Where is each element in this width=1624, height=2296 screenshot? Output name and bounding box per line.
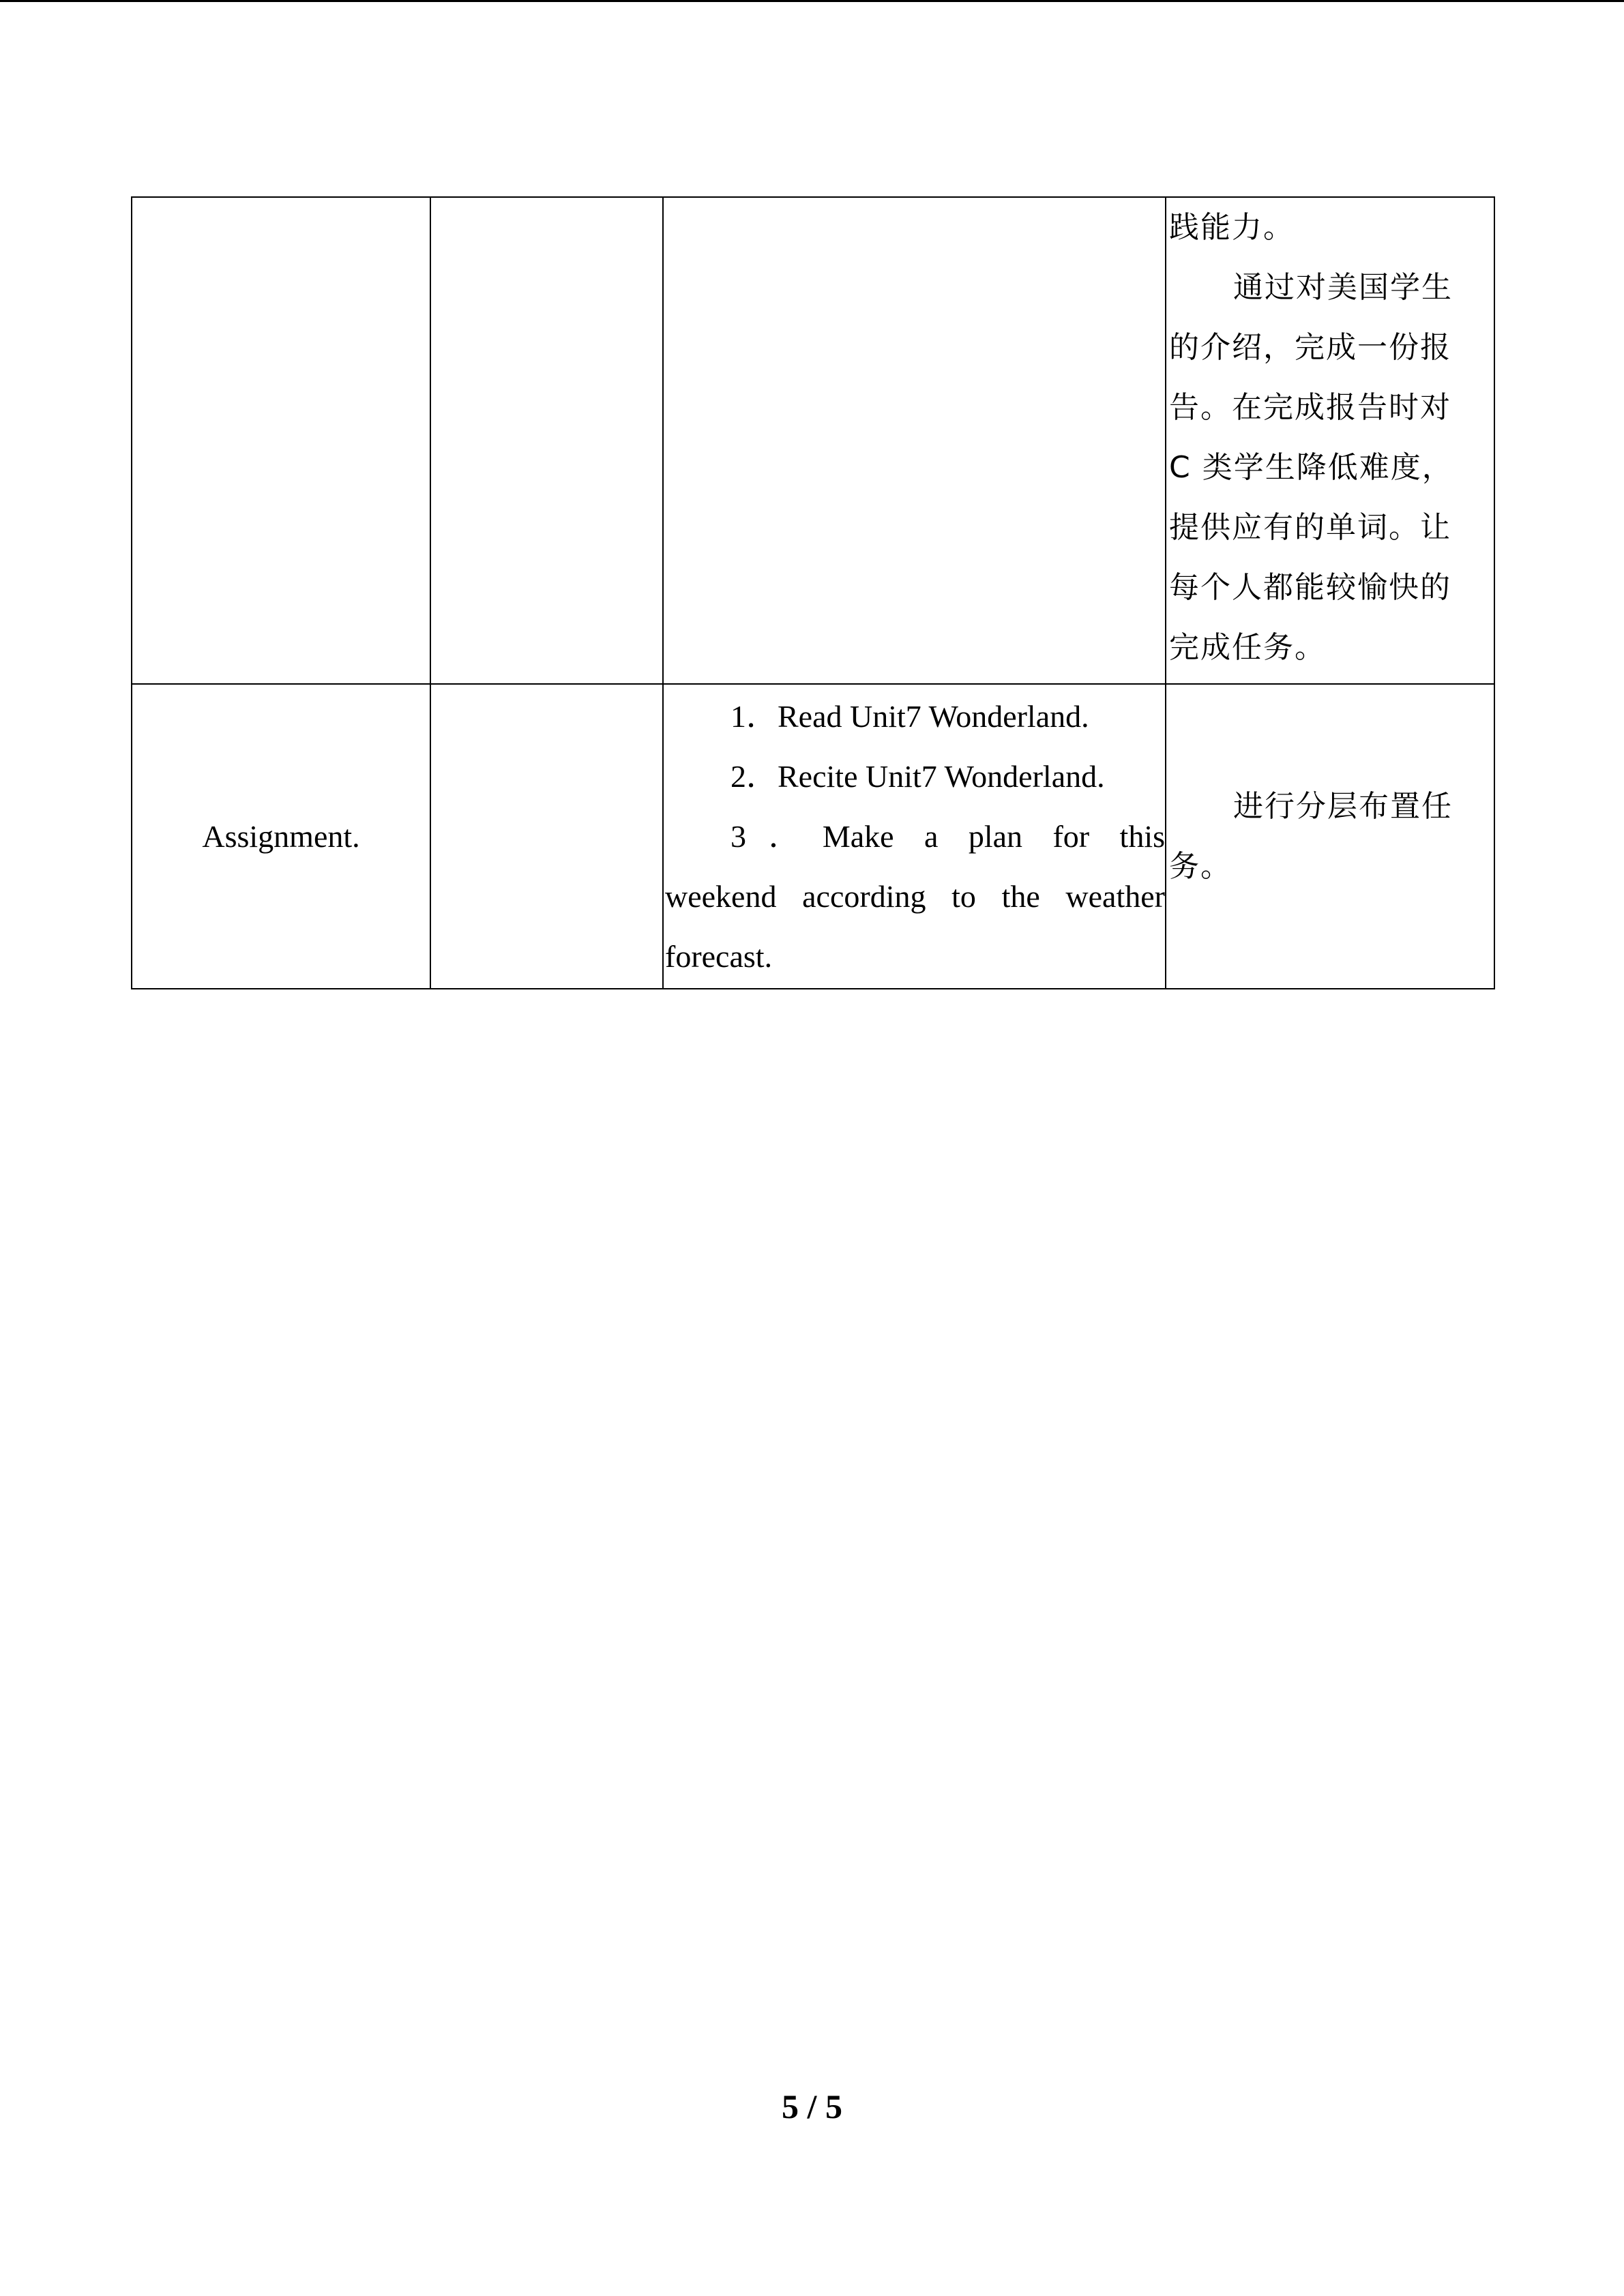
notes-line: 告。在完成报告时对: [1169, 390, 1451, 425]
top-border-line: [0, 0, 1624, 2]
notes-line: C 类学生降低难度，: [1169, 450, 1453, 485]
assignment-item: 2．Recite Unit7 Wonderland.: [730, 758, 1105, 794]
assignment-item: 1．Read Unit7 Wonderland.: [730, 698, 1089, 734]
notes-line: 通过对美国学生: [1233, 270, 1453, 305]
notes-line: 完成任务。: [1169, 630, 1326, 665]
row1-stage-cell: [132, 197, 430, 684]
purpose-line: 务。: [1169, 848, 1232, 884]
table-row: [132, 684, 1494, 989]
assignment-item: 3．Make a plan for this: [730, 818, 1165, 854]
notes-line: 践能力。: [1169, 210, 1295, 245]
lesson-plan-table: [131, 196, 1495, 989]
assignment-stage-cell: Assignment.: [132, 684, 430, 989]
assignment-item: weekend according to the weather: [665, 878, 1165, 914]
notes-line: 每个人都能较愉快的: [1169, 570, 1451, 605]
assignment-time-cell: [430, 684, 663, 989]
assignment-item: forecast.: [665, 938, 773, 974]
assignment-purpose-cell: [1166, 684, 1494, 989]
row1-purpose-cell: [1166, 197, 1494, 684]
notes-line: 提供应有的单词。让: [1169, 510, 1451, 545]
assignment-list-cell: [663, 684, 1166, 989]
notes-line: 的介绍，完成一份报: [1169, 330, 1451, 365]
table-row: [132, 197, 1494, 684]
purpose-line: 进行分层布置任: [1233, 788, 1453, 824]
row1-activity-cell: [663, 197, 1166, 684]
page-number: 5 / 5: [782, 2087, 842, 2126]
row1-time-cell: [430, 197, 663, 684]
